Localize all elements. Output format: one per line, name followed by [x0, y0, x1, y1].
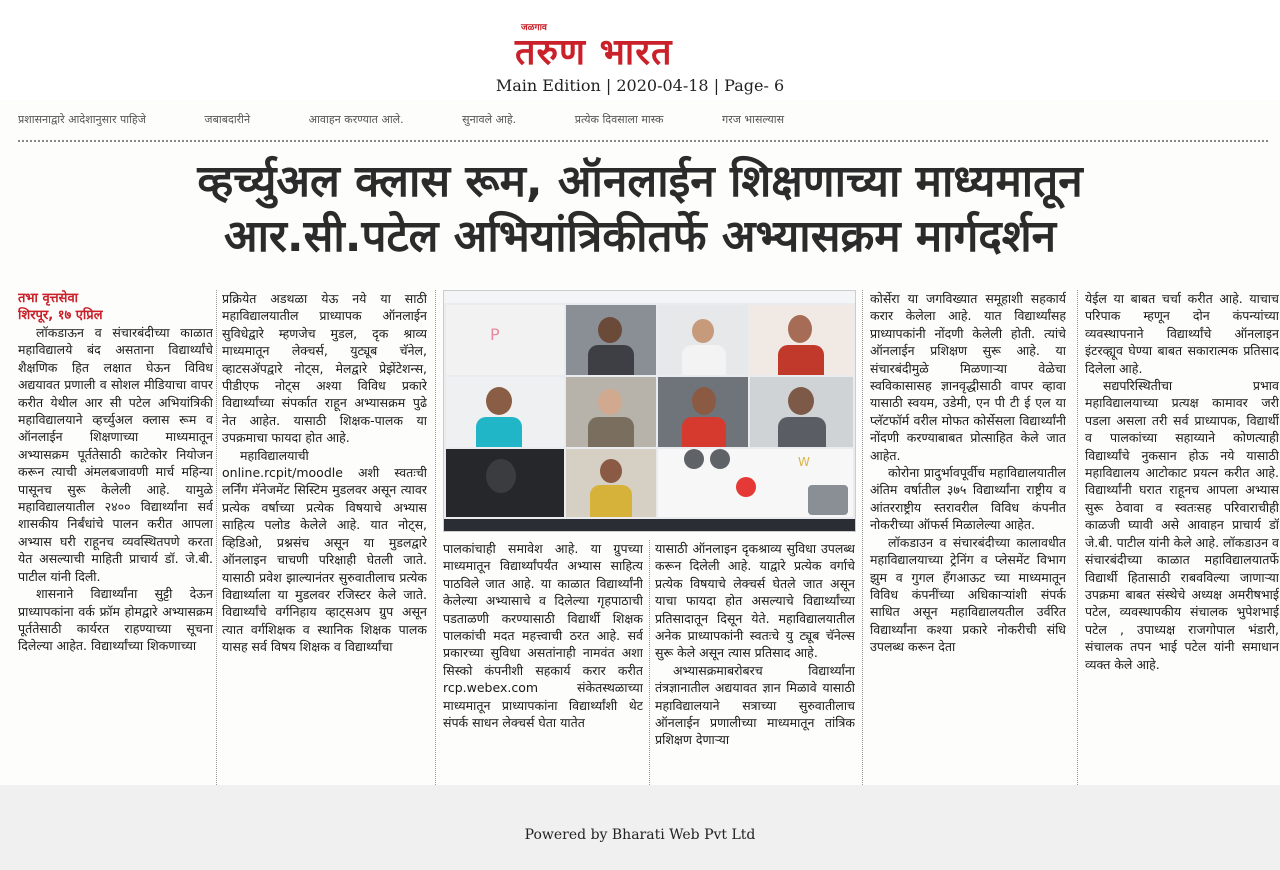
- tile-letter: P: [490, 325, 500, 344]
- participant-tile: [566, 377, 656, 447]
- newspaper-logo[interactable]: [515, 20, 765, 72]
- paragraph: सद्यपरिस्थितीचा प्रभाव महाविद्यालयाच्या प्रत्यक्ष कामावर जरी पडला असला तरी सर्व प्राध्यापक, विद्यार्थी व पालकांच्या सहाय्याने कोणत्याही विद्यार्थ्यांचे नुकसान होऊ नये यासाठी महाविद्यालय आटोकाट प्रयत्न करीत आहे. विद्यार्थ्यांनी घरात राहूनच आपला अभ्यास सुरू ठेवावा व स्वतःसह परिवाराचीही काळजी घ्यावी असे आवाहन प्राचार्य डॉ जे.बी. पाटील यांनी केले आहे. लॉकडाउन व संचारबंदीच्या काळात महाविद्यालयातर्फे विद्यार्थी हितासाठी राबवविल्या जाणाऱ्या उपक्रमा बाबत संस्थेचे अध्यक्ष अमरीषभाई पटेल, व्यवस्थापकीय संचालक भुपेशभाई पटेल , उपाध्यक्ष राजगोपाल भंडारी, संचालक तपन भाई पटेल यांनी समाधान व्यक्त केले आहे.: [1085, 378, 1279, 672]
- headline-line-1: व्हर्च्युअल क्लास रूम, ऑनलाईन शिक्षणाच्या माध्यमातून: [197, 156, 1083, 207]
- participant-body: [588, 417, 634, 447]
- participant-face: [692, 319, 714, 343]
- camera-icon[interactable]: [710, 449, 730, 469]
- strip-text: सुनावले आहे.: [462, 113, 517, 126]
- participant-face: [788, 315, 812, 343]
- participant-body: [682, 345, 726, 375]
- section-divider: [18, 140, 1268, 142]
- participant-body: [476, 417, 522, 447]
- paragraph: महाविद्यालयाची online.rcpit/moodle अशी स्वतःची लर्निंग मॅनेजमेंट सिस्टिम मुडलवर असून त्यावर प्रत्येक वर्षाच्या प्रत्येक विषयाचे अभ्यास साहित्य पलोड केलेले आहे. यात नोट्स, व्हिडिओ, प्रश्नसंच असून या मुडलद्वारे ऑनलाइन चाचणी परिक्षाही घेतली जाते. यासाठी प्रवेश झाल्यानंतर सुरुवातीलाच प्रत्येक विद्यार्थ्याला या मुडलवर रजिस्टर केले जाते. विद्यार्थ्यांचे वर्गनिहाय व्हाट्सअप ग्रुप असून त्यात वर्गशिक्षक व स्थानिक शिक्षक पालक यासह सर्व विषय शिक्षक व विद्यार्थ्यांचा: [222, 447, 427, 655]
- article-column-4: [655, 540, 855, 785]
- column-divider: [862, 290, 863, 785]
- participant-face: [486, 387, 512, 415]
- column-divider: [216, 290, 217, 785]
- footer: [0, 785, 1280, 870]
- participant-tile: [566, 305, 656, 375]
- masthead: [0, 0, 1280, 100]
- strip-text: जबाबदारीने: [204, 113, 251, 126]
- article-column-6: [1085, 290, 1279, 785]
- article-headline: [0, 155, 1280, 265]
- column-divider: [435, 290, 436, 785]
- participant-tile: [446, 305, 564, 375]
- article-column-2: [222, 290, 427, 785]
- column-divider: [1077, 290, 1078, 785]
- tile-letter: W: [798, 455, 810, 469]
- photo-taskbar: [444, 519, 855, 531]
- participant-face: [486, 459, 516, 493]
- paragraph: येईल या बाबत चर्चा करीत आहे. याचाच परिपाक म्हणून दोन कंपन्यांच्या व्यवस्थापनाने विद्यार्थ्यांचे ऑनलाइन इंटरव्ह्यूव घेण्या बाबत सकारात्मक प्रतिसाद दिलेला आहे.: [1085, 291, 1279, 376]
- newspaper-page: [0, 100, 1280, 785]
- column-divider: [649, 540, 650, 785]
- presenter-thumbnail: [808, 485, 848, 515]
- strip-text: प्रशासनाद्वारे आदेशानुसार पाहिजे: [18, 113, 146, 126]
- participant-body: [778, 417, 826, 447]
- participant-face: [598, 317, 622, 343]
- paragraph: पालकांचाही समावेश आहे. या ग्रुपच्या माध्यमातून विद्यार्थ्यांपर्यंत अभ्यास साहित्य पाठविले जात आहे. या काळात विद्यार्थ्यांनी केलेल्या अभ्यासाचे व दिलेल्या गृहपाठाची पडताळणी करण्यासाठी विद्यार्थी शिक्षक पालकांची मदत महत्त्वाची ठरत आहे. सर्व प्रकारच्या सुविधा असतांनाही नामवंत अशा सिस्को कंपनीशी सहकार्य करार करीत rcp.webex.com संकेतस्थळाच्या माध्यमातून प्राध्यापकांना विद्यार्थ्यांशी थेट संपर्क साधन लेक्चर्स घेता यातेत: [443, 541, 643, 731]
- article-column-1: [18, 290, 213, 785]
- paragraph: लॉकडाऊन व संचारबंदीच्या काळात महाविद्यालये बंद असताना विद्यार्थ्यांचे शैक्षणिक हित लक्षात घेऊन विविध अद्ययावत प्रणाली व सोशल मीडियाचा वापर करीत येथील आर सी पटेल अभियांत्रिकी महाविद्यालयाने व्हर्च्युअल क्लास रूम व ऑनलाईन शिक्षणाच्या माध्यमातून अभ्यासक्रम पूर्ततेसाठी काटेकोर नियोजन करून त्याची अंमलबजावणी मार्च महिन्या पासूनच सुरू केलेली आहे. यामुळे महाविद्यालयातील २४०० विद्यार्थ्यांना सर्व शासकीय निर्बंधांचे पालन करीत आपला अभ्यास घरी राहूनच व्यवस्थितपणे करता येत असल्याची माहिती प्राचार्य डॉ. जे.बी. पाटील यांनी दिली.: [18, 325, 213, 584]
- participant-tile: [658, 377, 748, 447]
- strip-text: गरज भासल्यास: [722, 113, 785, 126]
- paragraph: प्रक्रियेत अडथळा येऊ नये या साठी महाविद्यालयातील प्राध्यापक ऑनलाईन सुविधेद्वारे म्हणजेच मुडल, दृक श्राव्य माध्यमातून लेक्चर्स, युट्यूब चॅनेल, व्हाटसॲपद्वारे नोट्स, मेलद्वारे प्रेझेंटेशन्स, पीडीएफ नोट्स अश्या विविध प्रकारे विद्यार्थ्यांच्या संपर्कात राहून अभ्यासक्रम पुढे नेत आहेत. यासाठी शिक्षक-पालक या उपक्रमाचा फायदा होत आहे.: [222, 291, 427, 446]
- participant-body: [682, 417, 726, 447]
- paragraph: अभ्यासक्रमाबरोबरच विद्यार्थ्यांना तंत्रज्ञानातील अद्ययावत ज्ञान मिळावे यासाठी महाविद्यालयाने सत्राच्या सुरुवातीलाच ऑनलाईन प्रणालीच्या माध्यमातून तांत्रिक प्रशिक्षण देणाऱ्या: [655, 662, 855, 748]
- edition-line: Main Edition | 2020-04-18 | Page- 6: [495, 76, 785, 95]
- paragraph: यासाठी ऑनलाइन दृकश्राव्य सुविधा उपलब्ध करून दिलेली आहे. याद्वारे प्रत्येक वर्गाचे प्रत्येक विषयाचे लेक्चर्स घेतले जात असून याचा फायदा होत असल्याचे विद्यार्थ्यांच्या प्रतिसादातून दिसून येते. महाविद्यालयातील अनेक प्राध्यापकांनी स्वतःचे यु ट्यूब चॅनेल्स सुरू केले असून त्यास प्रतिसाद आहे.: [655, 541, 855, 661]
- byline-place: शिरपूर, १७ एप्रिल: [18, 308, 103, 323]
- paragraph: शासनाने विद्यार्थ्यांना सुट्टी देऊन प्राध्यापकांना वर्क फ्रॉम होमद्वारे अभ्यासक्रम पूर्ततेसाठी कार्यरत राहण्याच्या सूचना दिलेल्या आहेत. विद्यार्थ्यांच्या शिकणाच्या: [18, 586, 213, 654]
- video-conference-photo[interactable]: [443, 290, 856, 532]
- participant-face: [600, 459, 622, 483]
- strip-text: प्रत्येक दिवसाला मास्क: [574, 113, 664, 126]
- participant-body: [590, 485, 632, 517]
- participant-tile: [750, 305, 853, 375]
- participant-face: [788, 387, 814, 415]
- participant-face: [598, 389, 622, 415]
- participant-face: [692, 387, 716, 415]
- mic-icon[interactable]: [684, 449, 704, 469]
- photo-window-bar: [444, 291, 855, 303]
- participant-body: [778, 345, 824, 375]
- logo-wordmark: तरुण भारत: [515, 32, 673, 73]
- participant-tile: [446, 449, 564, 517]
- paragraph: लॉकडाउन व संचारबंदीच्या कालावधीत महाविद्यालयाच्या ट्रेनिंग व प्लेसमेंट विभाग झुम व गुगल हँगआऊट च्या माध्यमातून विविध कंपनींच्या अधिकाऱ्यांशी संपर्क साधित असून महाविद्यालयतील उर्वरित विद्यार्थ्यांना कश्या प्रकारे नोकरीची संधि उपलब्ध करून देता: [870, 534, 1066, 655]
- footer-credit-link[interactable]: Powered by Bharati Web Pvt Ltd: [524, 827, 756, 843]
- participant-tile: [658, 305, 748, 375]
- headline-line-2: आर.सी.पटेल अभियांत्रिकीतर्फे अभ्यासक्रम मार्गदर्शन: [223, 211, 1057, 262]
- paragraph: कोरोना प्रादुर्भावपूर्वीच महाविद्यालयातील अंतिम वर्षातील ३७५ विद्यार्थ्यांना राष्ट्रीय व आंतरराष्ट्रीय स्तरावरील विविध कंपनीत नोकरीच्या ऑफर्स मिळालेल्या आहेत.: [870, 465, 1066, 533]
- strip-text: आवाहन करण्यात आले.: [308, 113, 404, 126]
- logo-tagline: जळगाव: [521, 23, 547, 33]
- byline-org: तभा वृत्तसेवा: [18, 291, 79, 306]
- article-column-5: [870, 290, 1066, 785]
- participant-tile: [446, 377, 564, 447]
- participant-tile: [750, 377, 853, 447]
- article-column-3: [443, 540, 643, 785]
- participant-tile: [566, 449, 656, 517]
- participant-body: [588, 345, 634, 375]
- end-call-icon[interactable]: [736, 477, 756, 497]
- paragraph: कोर्सेरा या जगविख्यात समूहाशी सहकार्य करार केलेला आहे. यात विद्यार्थ्यांसह प्राध्यापकांनी नोंदणी केलेली होती. त्यांचे ऑनलाईन प्रशिक्षण सुरू आहे. या संचारबंदीमुळे मिळणाऱ्या वेळेचा स्वविकासासह ज्ञानवृद्धीसाठी वापर व्हावा यासाठी स्वयम, उडेमी, एन पी टी ई एल या प्लॅटफॉर्म वरील मोफत कोर्सेसला विद्यार्थ्यांनी नोंदणी करण्याबाबत प्रोत्साहित केले जात आहेत.: [870, 291, 1066, 463]
- previous-article-strip: [18, 112, 1268, 128]
